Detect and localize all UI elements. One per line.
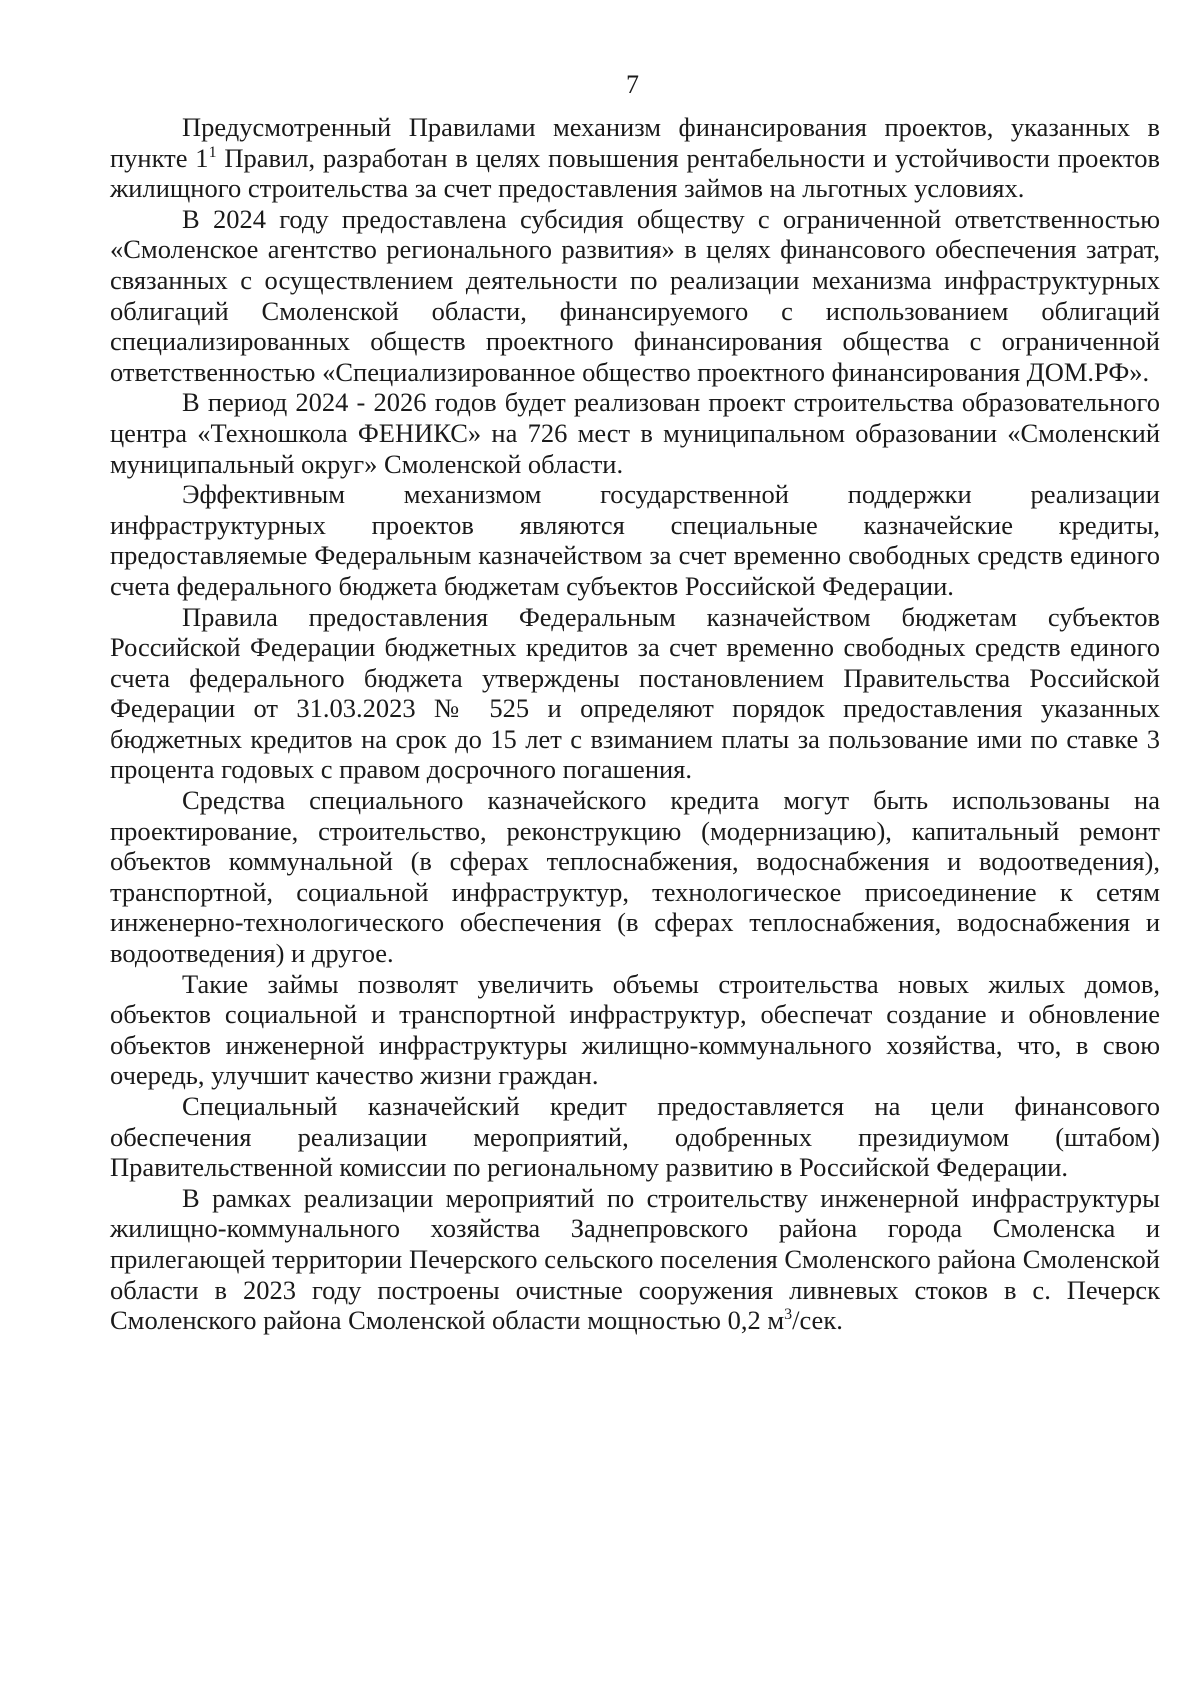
paragraph — [110, 1091, 1160, 1183]
paragraph-text: Эффективным механизмом государственной поддержки реализации инфраструктурных проектов являются специальные казначейские кредиты, предоставляемые Федеральным казначейством за счет временно свободных средств единого счета федерального бюджета бюджетам субъектов Российской Федерации. — [110, 479, 1160, 601]
paragraph-text-continued: /сек. — [792, 1305, 843, 1336]
paragraph — [110, 602, 1160, 786]
paragraph-text: В 2024 году предоставлена субсидия обществу с ограниченной ответственностью «Смоленское агентство регионального развития» в целях финансового обеспечения затрат, связанных с осуществлением деятельности по реализации механизма инфраструктурных облигаций Смоленской области, финансируемого с использованием облигаций специализированных обществ проектного финансирования общества с ограниченной ответственностью «Специализированное общество проектного финансирования ДОМ.РФ». — [110, 203, 1160, 387]
superscript: 3 — [784, 1306, 793, 1324]
page-number: 7 — [626, 70, 639, 99]
paragraph — [110, 1183, 1160, 1336]
paragraph-text: Такие займы позволят увеличить объемы строительства новых жилых домов, объектов социальной и транспортной инфраструктур, обеспечат создание и обновление объектов инженерной инфраструктуры жилищно-коммунального хозяйства, что, в свою очередь, улучшит качество жизни граждан. — [110, 968, 1160, 1091]
paragraph-text: В период 2024 - 2026 годов будет реализован проект строительства образовательного центра «Техношкола ФЕНИКС» на 726 мест в муниципальном образовании «Смоленский муниципальный округ» Смоленской области. — [110, 387, 1160, 479]
paragraph-text: Средства специального казначейского кредита могут быть использованы на проектирование, строительство, реконструкцию (модернизацию), капитальный ремонт объектов коммунальной (в сферах теплоснабжения, водоснабжения и водоотведения), транспортной, социальной инфраструктур, технологическое присоединение к сетям инженерно-технологического обеспечения (в сферах теплоснабжения, водоснабжения и водоотведения) и другое. — [110, 785, 1160, 969]
superscript: 1 — [208, 143, 217, 161]
paragraph-text: Специальный казначейский кредит предоставляется на цели финансового обеспечения реализации мероприятий, одобренных президиумом (штабом) Правительственной комиссии по региональному развитию в Российской Федерации. — [110, 1091, 1160, 1183]
paragraph — [110, 112, 1160, 204]
document-body — [110, 112, 1160, 1336]
paragraph-text: В рамках реализации мероприятий по строительству инженерной инфраструктуры жилищно-коммунального хозяйства Заднепровского района города Смоленска и прилегающей территории Печерского сельского поселения Смоленского района Смоленской области в 2023 году построены очистные сооружения ливневых стоков в с. Печерск Смоленского района Смоленской области мощностью 0,2 м — [110, 1182, 1160, 1336]
paragraph — [110, 785, 1160, 969]
paragraph-text: Правила предоставления Федеральным казначейством бюджетам субъектов Российской Федерации бюджетных кредитов за счет временно свободных средств единого счета федерального бюджета утверждены постановлением Правительства Российской Федерации от 31.03.2023 № 525 и определяют порядок предоставления указанных бюджетных кредитов на срок до 15 лет с взиманием платы за пользование ими по ставке 3 процента годовых с правом досрочного погашения. — [110, 601, 1160, 785]
paragraph — [110, 969, 1160, 1091]
paragraph — [110, 479, 1160, 601]
paragraph — [110, 204, 1160, 388]
paragraph-text: Предусмотренный Правилами механизм финансирования проектов, указанных в пункте 1 — [110, 112, 1160, 173]
paragraph-text-continued: Правил, разработан в целях повышения рентабельности и устойчивости проектов жилищного строительства за счет предоставления займов на льготных условиях. — [110, 142, 1161, 204]
paragraph — [110, 387, 1160, 479]
